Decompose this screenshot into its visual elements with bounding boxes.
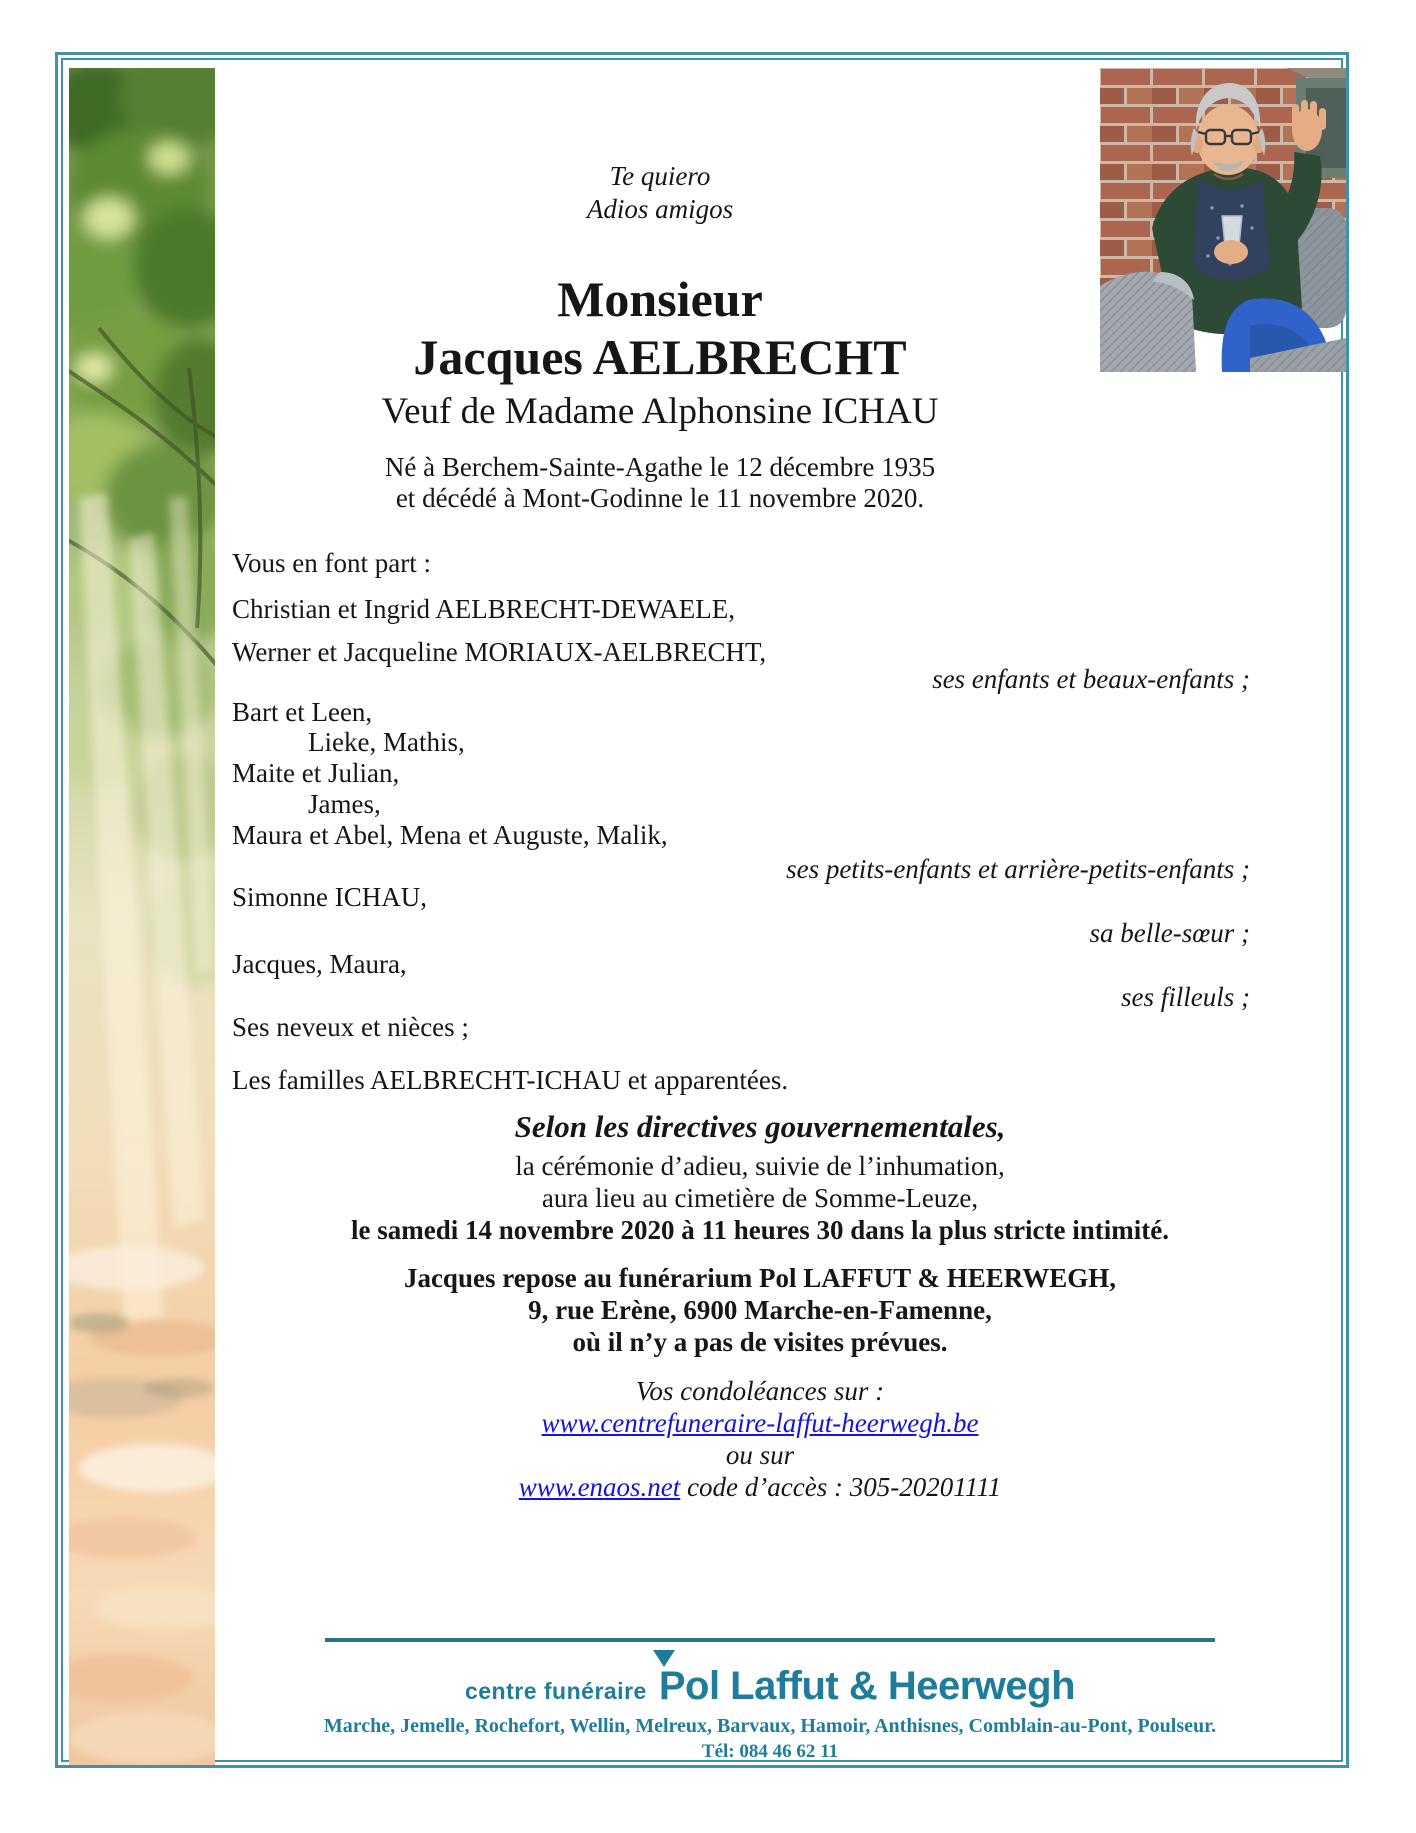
ceremony-line-2: aura lieu au cimetière de Somme-Leuze, bbox=[541, 1183, 979, 1213]
condolences-intro: Vos condoléances sur : bbox=[635, 1376, 885, 1406]
family-line: Simonne ICHAU, bbox=[232, 882, 427, 912]
ceremony-block bbox=[230, 1108, 1290, 1503]
footer-cities: Marche, Jemelle, Rochefort, Wellin, Melreux, Barvaux, Hamoir, Anthisnes, Comblain-au-Pont, Poulseur. bbox=[323, 1715, 1217, 1737]
footer-phone: Tél: 084 46 62 11 bbox=[701, 1741, 839, 1762]
repose-line-2: 9, rue Erène, 6900 Marche-en-Famenne, bbox=[528, 1295, 992, 1325]
brand-triangle-icon bbox=[653, 1650, 675, 1667]
widower-line: Veuf de Madame Alphonsine ICHAU bbox=[381, 391, 939, 432]
family-line: Jacques, Maura, bbox=[232, 949, 407, 979]
access-code-text: code d’accès : 305-20201111 bbox=[687, 1472, 1002, 1502]
ceremony-date-line: le samedi 14 novembre 2020 à 11 heures 30 dans la plus stricte intimité. bbox=[351, 1215, 1169, 1245]
birth-line: Né à Berchem-Sainte-Agathe le 12 décembre 1935 bbox=[384, 452, 936, 482]
header-block bbox=[230, 160, 1090, 514]
death-line: et décédé à Mont-Godinne le 11 novembre 2020. bbox=[395, 483, 925, 513]
directive-line: Selon les directives gouvernementales, bbox=[514, 1109, 1006, 1144]
family-relation-label: sa belle-sœur ; bbox=[1089, 918, 1250, 948]
family-line: Lieke, Mathis, bbox=[308, 727, 465, 757]
repose-line-3: où il n’y a pas de visites prévues. bbox=[572, 1327, 948, 1357]
family-line: Werner et Jacqueline MORIAUX-AELBRECHT, bbox=[232, 637, 767, 667]
condolences-link-row bbox=[230, 1407, 1290, 1439]
or-text: ou sur bbox=[725, 1440, 795, 1470]
funeral-home-logo bbox=[230, 1664, 1310, 1709]
repose-line-1: Jacques repose au funérarium Pol LAFFUT & HEERWEGH, bbox=[403, 1263, 1117, 1293]
family-intro: Vous en font part : bbox=[232, 548, 431, 578]
epigraph-line-2: Adios amigos bbox=[586, 194, 734, 224]
family-line: Maura et Abel, Mena et Auguste, Malik, bbox=[232, 820, 668, 850]
enaos-website-link[interactable]: www.enaos.net bbox=[518, 1472, 681, 1502]
footer-divider-line bbox=[325, 1638, 1215, 1642]
ceremony-line-1: la cérémonie d’adieu, suivie de l’inhumation, bbox=[515, 1151, 1005, 1181]
forest-path-image bbox=[69, 68, 215, 1765]
family-line: Bart et Leen, bbox=[232, 697, 373, 727]
family-line: Les familles AELBRECHT-ICHAU et apparentées. bbox=[232, 1065, 789, 1095]
family-line: Ses neveux et nièces ; bbox=[232, 1012, 469, 1042]
family-line: James, bbox=[308, 789, 381, 819]
family-line: Christian et Ingrid AELBRECHT-DEWAELE, bbox=[232, 594, 735, 624]
brand-small-text: centre funéraire bbox=[464, 1678, 647, 1704]
epigraph-line-1: Te quiero bbox=[609, 161, 711, 191]
title-prefix: Monsieur bbox=[557, 271, 763, 327]
family-line: Maite et Julian, bbox=[232, 758, 400, 788]
deceased-portrait-photo bbox=[1100, 68, 1346, 372]
deceased-name: Jacques AELBRECHT bbox=[413, 329, 907, 385]
funeral-home-website-link[interactable]: www.centrefuneraire-laffut-heerwegh.be bbox=[541, 1408, 979, 1438]
brand-large-text bbox=[659, 1664, 1075, 1708]
enaos-row bbox=[230, 1471, 1290, 1503]
family-relation-label: ses petits-enfants et arrière-petits-enfants ; bbox=[786, 854, 1250, 884]
brand-large-label: Pol Laffut & Heerwegh bbox=[658, 1664, 1076, 1708]
family-relation-label: ses filleuls ; bbox=[1121, 982, 1250, 1012]
family-relation-label: ses enfants et beaux-enfants ; bbox=[932, 664, 1250, 694]
